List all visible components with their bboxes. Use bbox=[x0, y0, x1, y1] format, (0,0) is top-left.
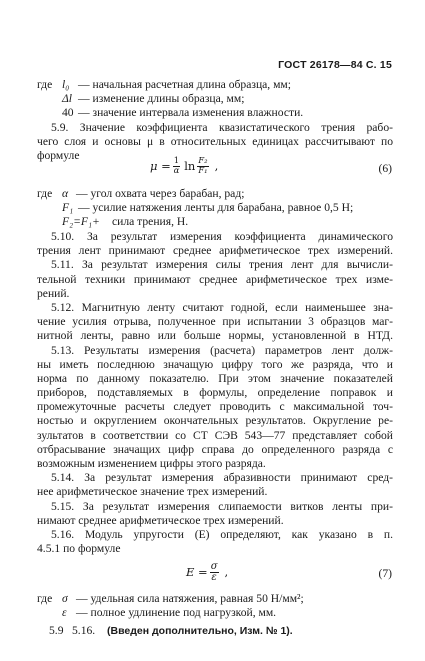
def-text: — начальная расчетная длина образца, мм; bbox=[78, 78, 291, 91]
text-line: 5.13. Результаты измерения (расчета) параметров лент долж- bbox=[51, 343, 393, 357]
def-prefix: где bbox=[37, 592, 53, 605]
formula-lhs: E = bbox=[186, 565, 208, 580]
frac-denominator: ε bbox=[211, 572, 217, 583]
text-line: приборов, подставляемых в формулы, определение поправок и bbox=[37, 386, 393, 400]
formula-6 bbox=[150, 157, 218, 176]
def-symbol: α bbox=[62, 187, 69, 200]
amendment-text: (Введен дополнительно, Изм. № 1). bbox=[107, 625, 293, 637]
page-header: ГОСТ 26178—84 С. 15 bbox=[278, 59, 392, 71]
def-prefix: где bbox=[37, 78, 53, 91]
equation-number-7: (7) bbox=[378, 567, 392, 580]
def-text: — изменение длины образца, мм; bbox=[78, 92, 245, 105]
frac-numerator: F₂ bbox=[198, 156, 208, 166]
text-line: 5.9. Значение коэффициента квазистатического трения рабо- bbox=[51, 121, 393, 134]
text-line: нитной ленты, равно или больше нормы, установленной в НТД. bbox=[37, 329, 393, 343]
def-symbol: ε bbox=[62, 606, 67, 619]
text-line: чение усилия отрыва, полученное при испытании 3 образцов маг- bbox=[37, 315, 393, 329]
text-line: тельной техники принимают среднее арифметическое трех изме- bbox=[37, 272, 393, 286]
text-line: 5.16. Модуль упругости (E) определяют, как указано в п. bbox=[51, 527, 393, 541]
text-line: ностью и округлением окончательных результатов. Округление ре- bbox=[37, 414, 393, 428]
amendment-new-number: 5.16. bbox=[72, 624, 96, 637]
def-text: — полное удлинение под нагрузкой, мм. bbox=[76, 606, 277, 619]
formula-ln: ln bbox=[184, 159, 196, 174]
formula-lhs: μ = bbox=[150, 159, 171, 174]
def-symbol: 40 bbox=[62, 106, 74, 119]
text-line: норма по данному показателю. При этом значение показателей bbox=[37, 371, 393, 385]
text-line: формуле bbox=[37, 149, 80, 163]
formula-comma: , bbox=[214, 159, 219, 174]
frac-denominator: F₁ bbox=[198, 166, 208, 176]
text-line: трения лент принимают среднее арифметическое трех измерений. bbox=[37, 244, 393, 258]
text-line: 5.15. За результат измерения слипаемости витков ленты при- bbox=[51, 499, 393, 513]
def-text: — угол охвата через барабан, рад; bbox=[76, 187, 245, 200]
paragraphs-5-10-to-5-16 bbox=[37, 230, 393, 556]
text-line: промежуточные расчеты следует проводить с максимальной точ- bbox=[37, 400, 393, 414]
text-line: нее арифметическое значение трех измерений. bbox=[37, 485, 268, 499]
frac-numerator: σ bbox=[210, 561, 218, 572]
def-prefix: где bbox=[37, 187, 53, 200]
def-symbol: l₀ bbox=[62, 78, 70, 91]
def-text: — удельная сила натяжения, равная 50 Н/мм²; bbox=[76, 592, 304, 605]
formula-comma: , bbox=[224, 565, 229, 580]
def-symbol: F₁ bbox=[62, 201, 74, 214]
coef-numerator: 1 bbox=[173, 156, 180, 166]
def-text: — усилие натяжения ленты для барабана, равное 0,5 Н; bbox=[78, 201, 354, 214]
formula-fraction bbox=[210, 562, 219, 583]
text-line: 4.5.1 по формуле bbox=[37, 542, 121, 556]
text-line: рений. bbox=[37, 286, 70, 300]
formula-7 bbox=[186, 562, 228, 583]
text-line: 5.11. За результат измерения силы трения лент для вычисли- bbox=[51, 258, 393, 272]
def-text: — значение интервала изменения влажности. bbox=[78, 106, 304, 119]
text-line: 5.10. За результат измерения коэффициента динамического bbox=[51, 230, 393, 243]
coef-denominator: α bbox=[173, 166, 180, 176]
text-line: ны иметь последнюю значащую цифру того же разряда, что и bbox=[37, 357, 393, 371]
formula-coef bbox=[173, 157, 180, 176]
formula-fraction bbox=[197, 157, 208, 176]
equation-number-6: (6) bbox=[378, 162, 392, 175]
def-symbol: F₂=F₁+ bbox=[62, 215, 100, 228]
def-text: сила трения, Н. bbox=[112, 215, 189, 228]
text-line: 5.12. Магнитную ленту считают годной, если наименьшее зна- bbox=[51, 300, 393, 314]
def-symbol: Δl bbox=[62, 92, 73, 105]
text-line: возможным изменением цифры этого разряда. bbox=[37, 457, 266, 470]
def-symbol: σ bbox=[62, 592, 68, 605]
text-line: 5.14. За результат измерения абразивности принимают сред- bbox=[51, 471, 393, 485]
text-line: отбрасывание значащих цифр справа до определенного разряда с bbox=[37, 442, 393, 456]
text-line: зультатов в соответствии со СТ СЭВ 543—77 представляет собой bbox=[37, 428, 393, 442]
text-line: чего слоя и основы μ в относительных единицах рассчитывают по bbox=[37, 135, 393, 149]
text-line: нимают среднее арифметическое трех измерений. bbox=[37, 513, 284, 527]
amendment-old-number: 5.9 bbox=[49, 624, 64, 637]
